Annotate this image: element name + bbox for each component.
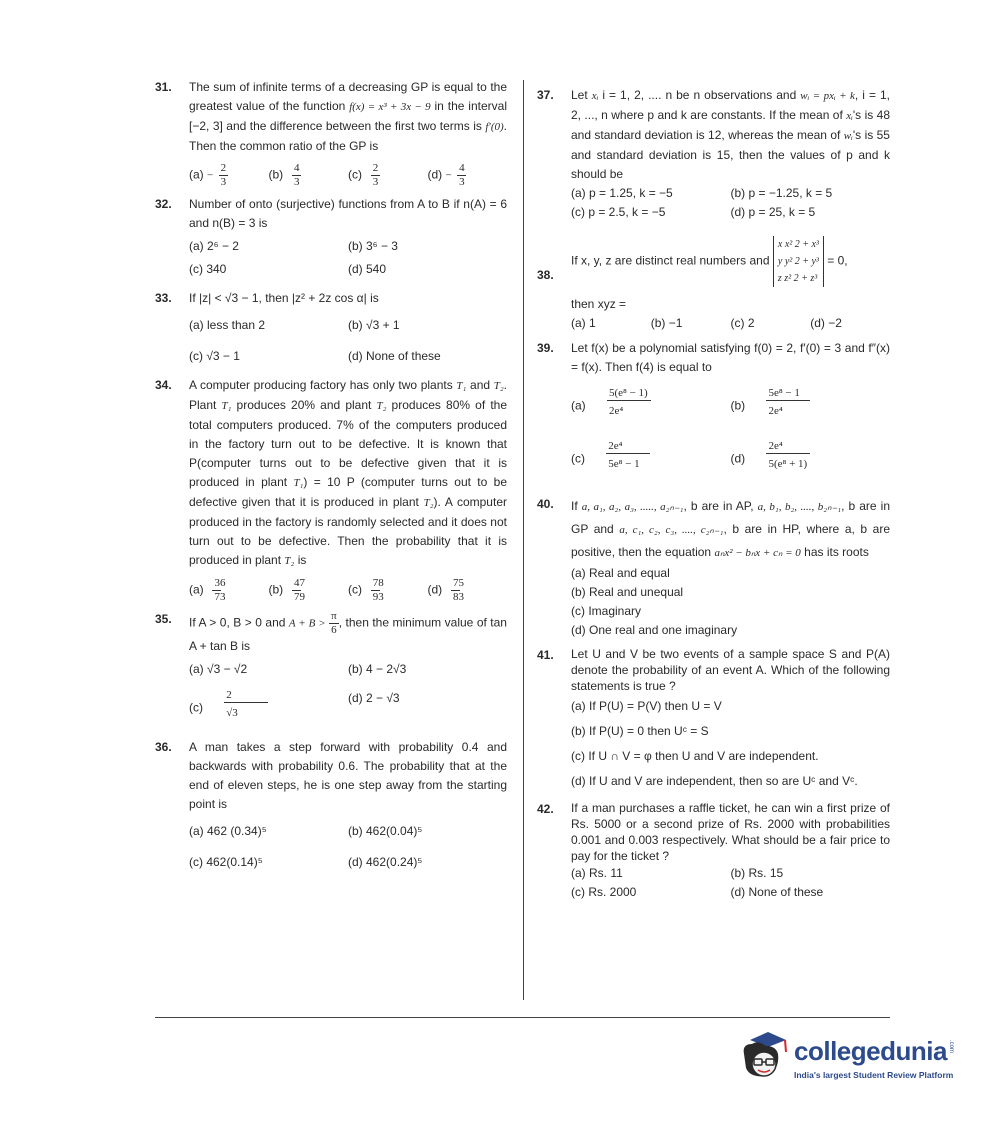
option-c: (c) $\frac{78}{93}$ bbox=[348, 577, 384, 603]
question-text bbox=[571, 236, 890, 287]
question-number: 41. bbox=[537, 648, 554, 662]
options bbox=[571, 314, 890, 333]
question-34 bbox=[155, 376, 507, 604]
option-a: (a) If P(U) = P(V) then U = V bbox=[571, 699, 722, 713]
option-b: (b) If P(U) = 0 then Uᶜ = S bbox=[571, 724, 709, 738]
question-stem: If x, y, z are distinct real numbers and bbox=[571, 253, 770, 268]
options bbox=[189, 577, 507, 604]
student-mascot-icon bbox=[736, 1030, 792, 1088]
options bbox=[571, 864, 890, 906]
question-text: Number of onto (surjective) functions from A to B if n(A) = 6 and n(B) = 3 is bbox=[189, 197, 507, 230]
option-b: (b) Rs. 15 bbox=[730, 866, 784, 880]
options bbox=[571, 694, 890, 794]
question-number: 33. bbox=[155, 291, 172, 305]
question-number: 42. bbox=[537, 802, 554, 816]
question-text: Let f(x) be a polynomial satisfying f(0) = 2, f′(0) = 3 and f″(x) = f(x). Then f(4) is equal to bbox=[571, 341, 890, 374]
options bbox=[189, 237, 507, 283]
option-d: (d) −2 bbox=[810, 316, 842, 330]
option-d: (d) − $\frac{4}{3}$ bbox=[427, 162, 465, 188]
right-column bbox=[537, 86, 890, 912]
question-number: 34. bbox=[155, 378, 172, 392]
option-a: (a) √3 − √2 bbox=[189, 662, 248, 676]
equation-tail: = 0, bbox=[827, 253, 848, 268]
option-d: (d) $\frac{\text{2e⁴}}{\text{5(e⁸ + 1)}}$ bbox=[731, 440, 891, 479]
question-37 bbox=[537, 86, 890, 226]
question-text: If A > 0, B > 0 and A + B > $\frac{\pi}{6}$ , then the minimum value of tan A + tan B is bbox=[189, 610, 507, 653]
logo-wordmark: collegedunia bbox=[794, 1036, 947, 1066]
option-c: (c) Imaginary bbox=[571, 604, 642, 618]
det-row: x x² 2 + x³ bbox=[777, 239, 819, 250]
option-a: (a) $\frac{36}{73}$ bbox=[189, 577, 226, 603]
determinant bbox=[773, 236, 824, 287]
option-a: (a) 1 bbox=[571, 316, 596, 330]
options bbox=[189, 162, 507, 189]
det-row: z z² 2 + z³ bbox=[777, 273, 818, 284]
option-b: (b) 462(0.04)⁵ bbox=[348, 824, 423, 838]
option-a: (a) $\frac{\text{5(e⁸ − 1)}}{\text{2e⁴}}$ bbox=[571, 387, 731, 426]
option-a: (a) p = 1.25, k = −5 bbox=[571, 186, 673, 200]
option-d: (d) 2 − √3 bbox=[348, 691, 400, 705]
options bbox=[189, 822, 507, 876]
question-32 bbox=[155, 195, 507, 283]
question-text: If a man purchases a raffle ticket, he can win a first prize of Rs. 5000 or a second prize of Rs. 2000 with probabilities 0.001 and 0.003 respectively. What should be a fair price to pay for the ticket ? bbox=[571, 801, 890, 863]
question-number: 31. bbox=[155, 80, 172, 94]
question-text: If |z| < √3 − 1, then |z² + 2z cos α| is bbox=[189, 291, 379, 305]
question-number: 37. bbox=[537, 88, 554, 102]
question-continuation: then xyz = bbox=[571, 297, 627, 311]
question-42 bbox=[537, 800, 890, 906]
option-b: (b) 3⁶ − 3 bbox=[348, 239, 398, 253]
question-text: If a, a₁, a₂, a₃, ....., a₂ₙ₋₁, b are in AP, a, b₁, b₂, ...., b₂ₙ₋₁, b are in GP and a, c₁, c₂, c₃, ...., c₂ₙ₋₁, b are in HP, where a, b are positive, then the equation aₙx² − bₙx + cₙ = 0 has its roots bbox=[571, 499, 891, 559]
option-d: (d) None of these bbox=[730, 885, 824, 899]
option-b: (b) $\frac{4}{3}$ bbox=[268, 162, 300, 188]
option-c: (c) 2 bbox=[730, 316, 755, 330]
option-a: (a) Real and equal bbox=[571, 566, 670, 580]
option-b: (b) √3 + 1 bbox=[348, 318, 400, 332]
option-d: (d) 462(0.24)⁵ bbox=[348, 855, 423, 869]
question-31 bbox=[155, 78, 507, 189]
option-c: (c) $\frac{2}{√3}$ bbox=[189, 689, 348, 728]
question-text: A man takes a step forward with probability 0.4 and backwards with probability 0.6. The probability that at the end of eleven steps, he is one step away from the starting point is bbox=[189, 740, 507, 811]
question-39 bbox=[537, 339, 890, 483]
options bbox=[189, 660, 507, 732]
question-number: 36. bbox=[155, 740, 172, 754]
option-b: (b) Real and unequal bbox=[571, 585, 684, 599]
option-c: (c) √3 − 1 bbox=[189, 349, 240, 363]
question-text: Let U and V be two events of a sample space S and P(A) denote the probability of an event A. Which of the following statements is true ? bbox=[571, 647, 890, 693]
options bbox=[189, 316, 507, 370]
option-b: (b) 4 − 2√3 bbox=[348, 662, 407, 676]
option-b: (b) p = −1.25, k = 5 bbox=[730, 186, 833, 200]
option-d: (d) p = 25, k = 5 bbox=[730, 205, 816, 219]
question-number: 35. bbox=[155, 612, 172, 626]
question-number: 39. bbox=[537, 341, 554, 355]
option-d: (d) $\frac{75}{83}$ bbox=[427, 577, 464, 603]
question-text: A computer producing factory has only two plants T₁ and T₂. Plant T₁ produces 20% and plant T₂ produces 80% of the total computers produced. 7% of the computers produced in the factory turn out to be defective. It is known that P(computer turns out to be defective given that it is produced in plant T₁) = 10 P (computer turns out to be defective given that it is produced in plant T₂). A computer produced in the factory is randomly selected and it does not turn out to be defective. Then the probability that it is produced in plant T₂ is bbox=[189, 378, 508, 567]
collegedunia-logo bbox=[736, 1030, 956, 1090]
option-a: (a) − $\frac{2}{3}$ bbox=[189, 162, 227, 188]
option-d: (d) None of these bbox=[348, 349, 441, 363]
logo-tagline: India's largest Student Review Platform bbox=[794, 1070, 954, 1080]
question-36 bbox=[155, 738, 507, 876]
det-row: y y² 2 + y³ bbox=[777, 256, 819, 267]
question-text: The sum of infinite terms of a decreasing GP is equal to the greatest value of the function f(x) = x³ + 3x − 9 in the interval [−2, 3] and the difference between the first two terms is f′(0). Then the common ratio of the GP is bbox=[189, 80, 507, 153]
option-c: (c) 340 bbox=[189, 262, 227, 276]
question-text: Let xᵢ i = 1, 2, .... n be n observations and wᵢ = pxᵢ + k, i = 1, 2, ..., n where p and k are constants. If the mean of xᵢ's is 48 and standard deviation is 12, whereas the mean of wᵢ's is 55 and standard deviation is 15, then the values of p and k should be bbox=[571, 88, 890, 181]
question-33 bbox=[155, 289, 507, 370]
question-number: 40. bbox=[537, 497, 554, 511]
option-a: (a) less than 2 bbox=[189, 318, 266, 332]
question-number: 32. bbox=[155, 197, 172, 211]
option-d: (d) If U and V are independent, then so are Uᶜ and Vᶜ. bbox=[571, 774, 858, 788]
footer-rule bbox=[155, 1017, 890, 1018]
option-a: (a) 2⁶ − 2 bbox=[189, 239, 239, 253]
option-b: (b) −1 bbox=[650, 316, 683, 330]
option-b: (b) $\frac{47}{79}$ bbox=[268, 577, 305, 603]
options bbox=[571, 184, 890, 226]
option-d: (d) 540 bbox=[348, 262, 387, 276]
option-a: (a) Rs. 11 bbox=[571, 866, 623, 880]
question-38 bbox=[537, 236, 890, 333]
question-35 bbox=[155, 610, 507, 732]
options bbox=[571, 387, 890, 483]
logo-dotcom: .com bbox=[948, 1040, 954, 1054]
option-a: (a) 462 (0.34)⁵ bbox=[189, 824, 267, 838]
options bbox=[571, 564, 890, 640]
option-c: (c) $\frac{\text{2e⁴}}{\text{5e⁸ − 1}}$ bbox=[571, 440, 731, 479]
option-c: (c) If U ∩ V = φ then U and V are independent. bbox=[571, 749, 819, 763]
question-41 bbox=[537, 646, 890, 794]
option-c: (c) p = 2.5, k = −5 bbox=[571, 205, 666, 219]
option-c: (c) 462(0.14)⁵ bbox=[189, 855, 263, 869]
option-d: (d) One real and one imaginary bbox=[571, 623, 738, 637]
option-b: (b) $\frac{\text{5e⁸ − 1}}{\text{2e⁴}}$ bbox=[731, 387, 891, 426]
option-c: (c) $\frac{2}{3}$ bbox=[348, 162, 379, 188]
question-number: 38. bbox=[537, 268, 554, 282]
column-divider bbox=[523, 80, 524, 1000]
question-40 bbox=[537, 495, 890, 640]
left-column bbox=[155, 78, 507, 882]
option-c: (c) Rs. 2000 bbox=[571, 885, 637, 899]
